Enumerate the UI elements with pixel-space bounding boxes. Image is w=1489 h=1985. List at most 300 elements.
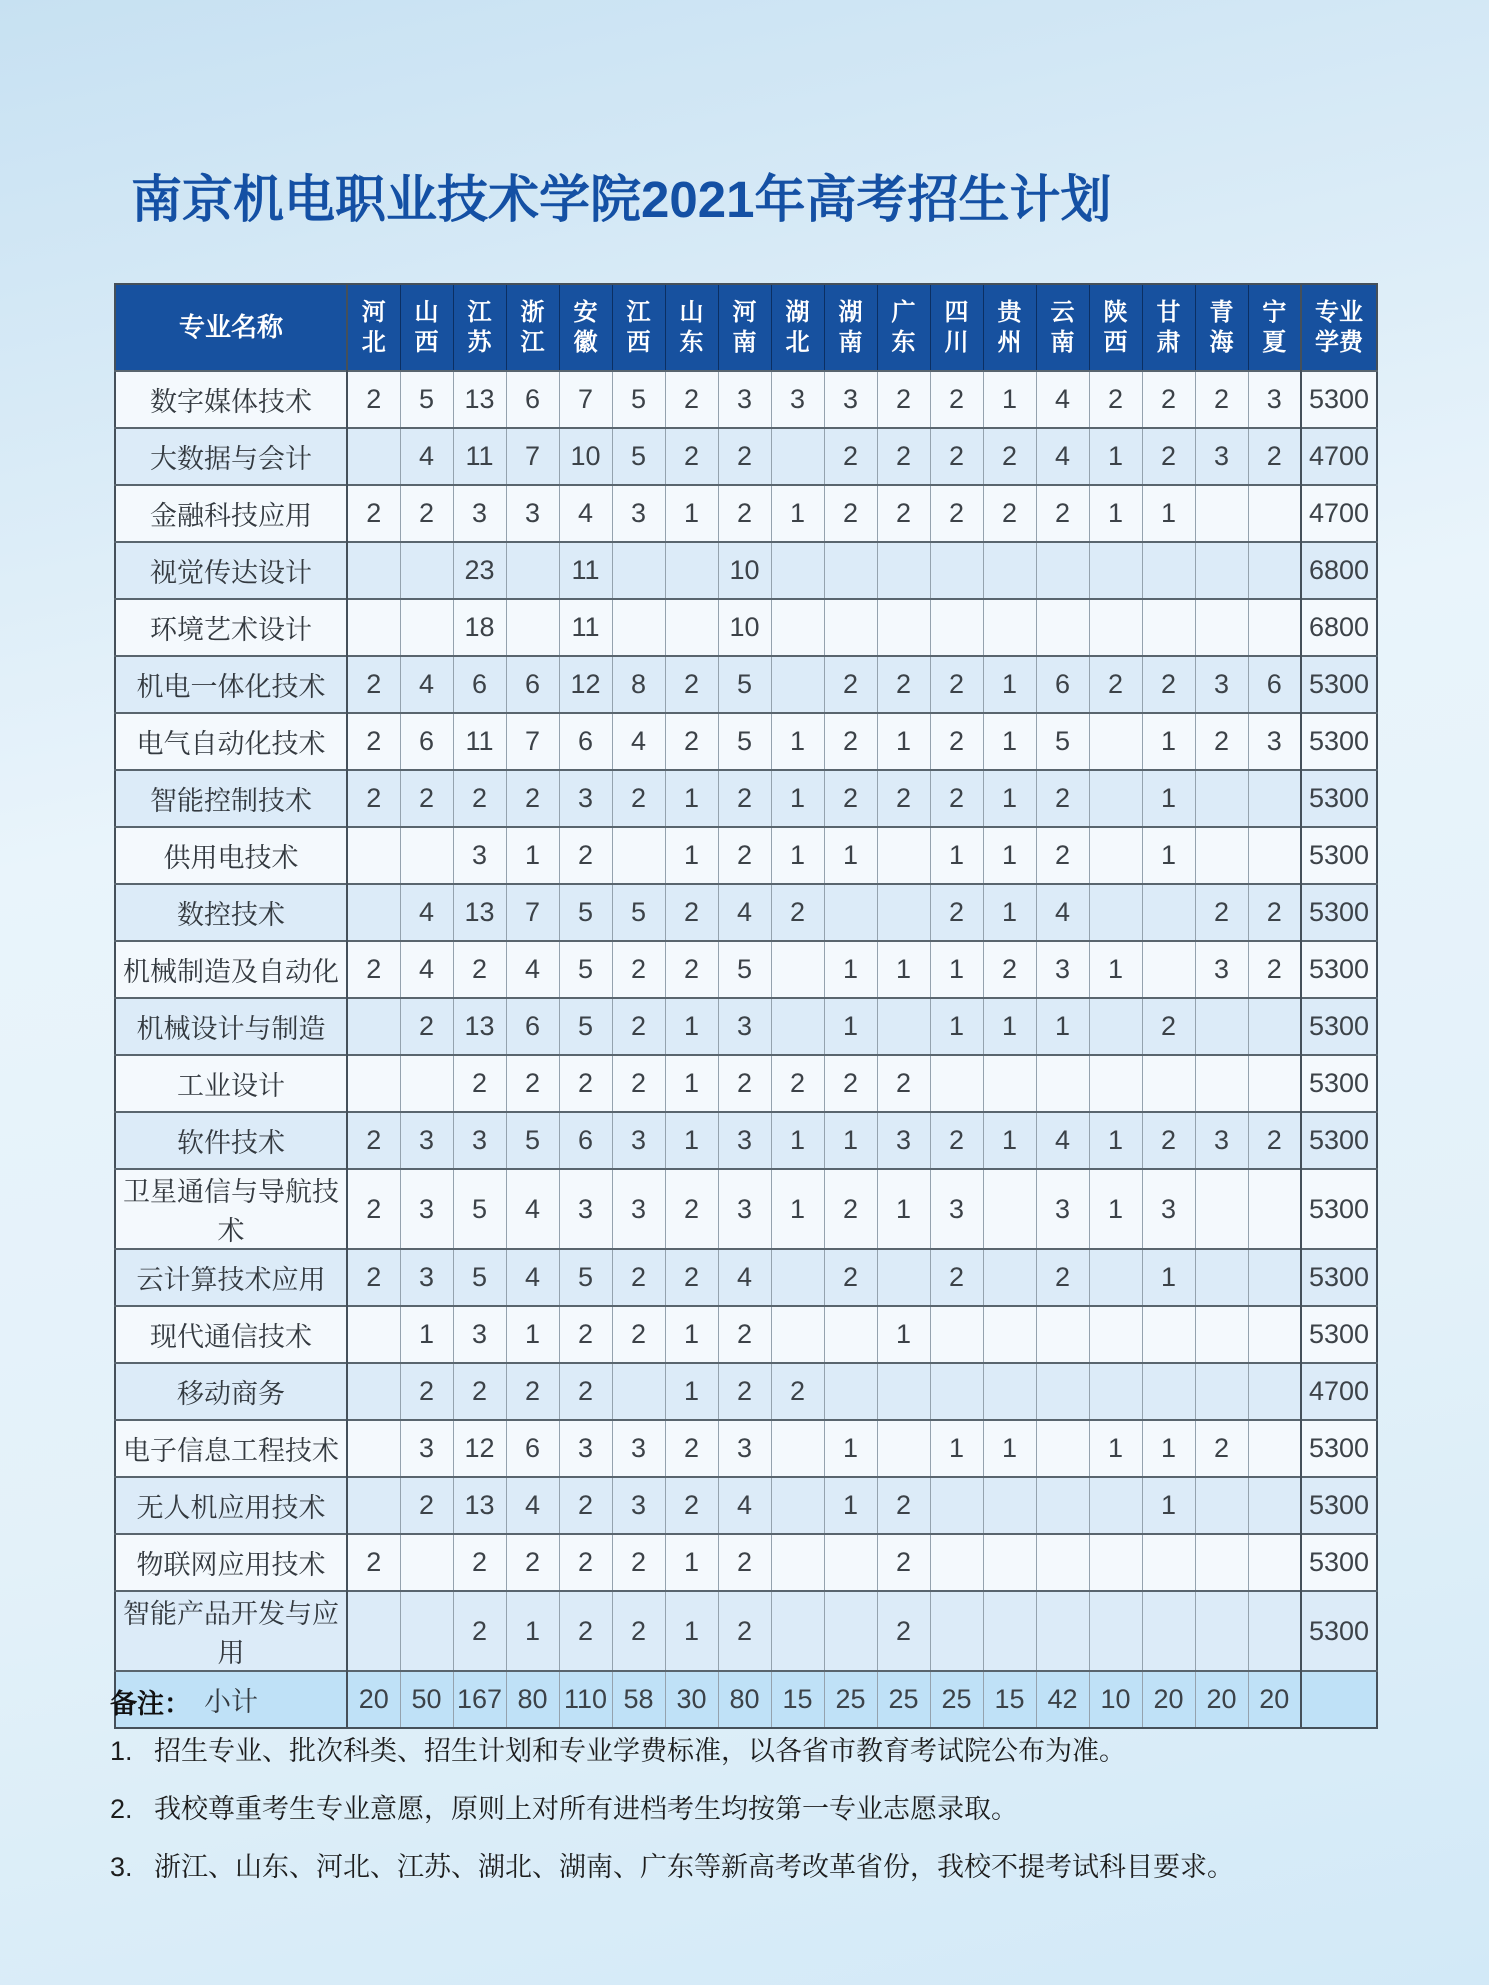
plan-count-cell: 5 bbox=[506, 1112, 559, 1169]
plan-count-cell: 4 bbox=[506, 941, 559, 998]
plan-count-cell: 13 bbox=[453, 998, 506, 1055]
plan-count-cell bbox=[1089, 542, 1142, 599]
plan-count-cell: 2 bbox=[665, 1420, 718, 1477]
subtotal-count-cell: 167 bbox=[453, 1671, 506, 1728]
plan-count-cell: 5 bbox=[400, 371, 453, 428]
plan-count-cell bbox=[1036, 1420, 1089, 1477]
plan-count-cell bbox=[1248, 1534, 1301, 1591]
plan-count-cell: 2 bbox=[612, 1534, 665, 1591]
plan-count-cell: 1 bbox=[824, 1420, 877, 1477]
plan-count-cell bbox=[824, 1591, 877, 1671]
plan-count-cell: 7 bbox=[559, 371, 612, 428]
plan-count-cell: 13 bbox=[453, 371, 506, 428]
subtotal-count-cell: 30 bbox=[665, 1671, 718, 1728]
plan-count-cell bbox=[877, 599, 930, 656]
major-cell: 数控技术 bbox=[115, 884, 347, 941]
plan-count-cell: 2 bbox=[453, 770, 506, 827]
province-header-贵州: 贵 州 bbox=[983, 284, 1036, 371]
plan-count-cell: 1 bbox=[665, 1055, 718, 1112]
plan-count-cell bbox=[1036, 1306, 1089, 1363]
plan-count-cell bbox=[1089, 827, 1142, 884]
plan-count-cell bbox=[1248, 599, 1301, 656]
province-header-安徽: 安 徽 bbox=[559, 284, 612, 371]
plan-count-cell: 3 bbox=[718, 998, 771, 1055]
plan-count-cell: 1 bbox=[983, 1112, 1036, 1169]
plan-count-cell: 2 bbox=[400, 998, 453, 1055]
page-title: 南京机电职业技术学院2021年高考招生计划 bbox=[131, 171, 1112, 228]
plan-count-cell: 3 bbox=[400, 1420, 453, 1477]
plan-count-cell: 1 bbox=[824, 941, 877, 998]
note-text: 浙江、山东、河北、江苏、湖北、湖南、广东等新高考改革省份，我校不提考试科目要求。 bbox=[154, 1851, 1234, 1882]
plan-count-cell bbox=[771, 998, 824, 1055]
plan-count-cell: 2 bbox=[930, 1249, 983, 1306]
plan-count-cell: 7 bbox=[506, 884, 559, 941]
plan-count-cell: 3 bbox=[930, 1169, 983, 1249]
table-row bbox=[115, 770, 1377, 827]
plan-count-cell: 2 bbox=[347, 656, 400, 713]
plan-count-cell: 2 bbox=[824, 1169, 877, 1249]
plan-count-cell: 2 bbox=[665, 1249, 718, 1306]
province-header-江西: 江 西 bbox=[612, 284, 665, 371]
province-header-云南: 云 南 bbox=[1036, 284, 1089, 371]
plan-count-cell bbox=[824, 542, 877, 599]
plan-count-cell: 2 bbox=[1195, 713, 1248, 770]
plan-count-cell: 2 bbox=[665, 371, 718, 428]
plan-count-cell: 2 bbox=[612, 1591, 665, 1671]
plan-count-cell: 4 bbox=[718, 884, 771, 941]
plan-count-cell: 2 bbox=[930, 770, 983, 827]
plan-count-cell: 3 bbox=[877, 1112, 930, 1169]
province-header-甘肃: 甘 肃 bbox=[1142, 284, 1195, 371]
plan-count-cell: 1 bbox=[1089, 1112, 1142, 1169]
plan-count-cell: 2 bbox=[612, 998, 665, 1055]
plan-count-cell bbox=[877, 998, 930, 1055]
plan-count-cell bbox=[1089, 884, 1142, 941]
plan-count-cell: 2 bbox=[1036, 827, 1089, 884]
plan-count-cell bbox=[1195, 1363, 1248, 1420]
plan-count-cell: 1 bbox=[983, 770, 1036, 827]
table-header bbox=[115, 284, 1377, 371]
plan-count-cell bbox=[1248, 485, 1301, 542]
plan-count-cell: 2 bbox=[824, 713, 877, 770]
plan-count-cell: 2 bbox=[559, 1591, 612, 1671]
plan-count-cell: 2 bbox=[718, 1055, 771, 1112]
plan-count-cell: 6 bbox=[559, 1112, 612, 1169]
subtotal-count-cell: 80 bbox=[718, 1671, 771, 1728]
plan-count-cell: 2 bbox=[1036, 1249, 1089, 1306]
subtotal-label: 小计 bbox=[115, 1671, 347, 1728]
plan-count-cell: 4 bbox=[559, 485, 612, 542]
plan-count-cell bbox=[400, 1534, 453, 1591]
plan-count-cell: 1 bbox=[877, 941, 930, 998]
plan-count-cell: 1 bbox=[824, 827, 877, 884]
plan-count-cell: 4 bbox=[400, 656, 453, 713]
plan-count-cell bbox=[1195, 599, 1248, 656]
plan-count-cell: 3 bbox=[1195, 428, 1248, 485]
note-number: 2. bbox=[110, 1793, 133, 1824]
plan-count-cell bbox=[347, 1363, 400, 1420]
plan-count-cell bbox=[824, 599, 877, 656]
admission-plan-table bbox=[114, 283, 1378, 1729]
tuition-cell: 5300 bbox=[1301, 1420, 1377, 1477]
plan-count-cell: 3 bbox=[400, 1169, 453, 1249]
plan-count-cell bbox=[1142, 1534, 1195, 1591]
tuition-cell: 4700 bbox=[1301, 1363, 1377, 1420]
plan-count-cell: 2 bbox=[983, 428, 1036, 485]
table-row bbox=[115, 656, 1377, 713]
province-header-河南: 河 南 bbox=[718, 284, 771, 371]
plan-count-cell bbox=[1248, 1169, 1301, 1249]
plan-count-cell bbox=[1089, 599, 1142, 656]
plan-count-cell: 5 bbox=[718, 656, 771, 713]
plan-count-cell: 1 bbox=[877, 713, 930, 770]
plan-count-cell: 2 bbox=[930, 1112, 983, 1169]
plan-count-cell: 4 bbox=[1036, 371, 1089, 428]
plan-count-cell: 2 bbox=[718, 827, 771, 884]
plan-count-cell bbox=[1142, 1363, 1195, 1420]
plan-count-cell: 1 bbox=[1036, 998, 1089, 1055]
plan-count-cell bbox=[1195, 1306, 1248, 1363]
plan-count-cell: 3 bbox=[718, 1169, 771, 1249]
plan-count-cell bbox=[771, 1306, 824, 1363]
plan-count-cell: 2 bbox=[718, 1363, 771, 1420]
plan-count-cell: 2 bbox=[1036, 770, 1089, 827]
subtotal-count-cell: 10 bbox=[1089, 1671, 1142, 1728]
plan-count-cell: 1 bbox=[506, 827, 559, 884]
plan-count-cell bbox=[1248, 998, 1301, 1055]
plan-count-cell bbox=[983, 1363, 1036, 1420]
plan-count-cell bbox=[1248, 1306, 1301, 1363]
plan-count-cell bbox=[877, 1420, 930, 1477]
plan-count-cell: 2 bbox=[1195, 371, 1248, 428]
plan-count-cell: 5 bbox=[559, 884, 612, 941]
plan-count-cell: 12 bbox=[559, 656, 612, 713]
subtotal-count-cell: 25 bbox=[824, 1671, 877, 1728]
province-header-四川: 四 川 bbox=[930, 284, 983, 371]
plan-count-cell bbox=[612, 599, 665, 656]
plan-count-cell: 1 bbox=[824, 1477, 877, 1534]
plan-count-cell bbox=[877, 884, 930, 941]
tuition-cell: 6800 bbox=[1301, 542, 1377, 599]
plan-count-cell: 1 bbox=[771, 713, 824, 770]
plan-count-cell: 6 bbox=[453, 656, 506, 713]
plan-count-cell: 2 bbox=[453, 941, 506, 998]
tuition-cell: 5300 bbox=[1301, 713, 1377, 770]
province-header-山西: 山 西 bbox=[400, 284, 453, 371]
major-cell: 智能控制技术 bbox=[115, 770, 347, 827]
major-cell: 现代通信技术 bbox=[115, 1306, 347, 1363]
plan-count-cell bbox=[1248, 770, 1301, 827]
plan-count-cell: 2 bbox=[453, 1534, 506, 1591]
table-row bbox=[115, 713, 1377, 770]
plan-count-cell: 2 bbox=[559, 1534, 612, 1591]
plan-count-cell bbox=[1142, 1055, 1195, 1112]
plan-count-cell: 3 bbox=[612, 1477, 665, 1534]
province-header-河北: 河 北 bbox=[347, 284, 400, 371]
plan-count-cell bbox=[1089, 1477, 1142, 1534]
plan-count-cell: 1 bbox=[1089, 485, 1142, 542]
plan-count-cell bbox=[1248, 827, 1301, 884]
table-row bbox=[115, 1112, 1377, 1169]
plan-count-cell: 2 bbox=[718, 485, 771, 542]
plan-count-cell: 3 bbox=[718, 1112, 771, 1169]
plan-count-cell: 6 bbox=[506, 656, 559, 713]
plan-count-cell: 2 bbox=[771, 1055, 824, 1112]
plan-count-cell bbox=[824, 884, 877, 941]
major-cell: 供用电技术 bbox=[115, 827, 347, 884]
plan-count-cell: 10 bbox=[718, 542, 771, 599]
plan-count-cell: 2 bbox=[877, 1477, 930, 1534]
plan-count-cell: 3 bbox=[559, 1420, 612, 1477]
plan-count-cell: 2 bbox=[665, 713, 718, 770]
plan-count-cell: 4 bbox=[718, 1477, 771, 1534]
plan-count-cell: 1 bbox=[771, 1112, 824, 1169]
plan-count-cell: 6 bbox=[506, 371, 559, 428]
tuition-cell: 5300 bbox=[1301, 656, 1377, 713]
plan-count-cell: 2 bbox=[1142, 998, 1195, 1055]
plan-count-cell: 1 bbox=[1089, 1420, 1142, 1477]
province-header-江苏: 江 苏 bbox=[453, 284, 506, 371]
plan-count-cell: 1 bbox=[1089, 1169, 1142, 1249]
plan-count-cell: 2 bbox=[559, 827, 612, 884]
plan-count-cell bbox=[1036, 599, 1089, 656]
table-row bbox=[115, 1534, 1377, 1591]
plan-count-cell bbox=[877, 827, 930, 884]
notes-section bbox=[110, 1682, 1390, 1908]
table-row bbox=[115, 428, 1377, 485]
plan-count-cell: 2 bbox=[983, 485, 1036, 542]
plan-count-cell: 3 bbox=[612, 485, 665, 542]
plan-count-cell: 2 bbox=[1142, 428, 1195, 485]
plan-count-cell bbox=[930, 1363, 983, 1420]
plan-count-cell: 1 bbox=[1089, 428, 1142, 485]
plan-count-cell bbox=[506, 599, 559, 656]
plan-count-cell: 2 bbox=[718, 428, 771, 485]
note-number: 3. bbox=[110, 1851, 133, 1882]
major-cell: 无人机应用技术 bbox=[115, 1477, 347, 1534]
plan-count-cell bbox=[1248, 1591, 1301, 1671]
plan-count-cell bbox=[347, 428, 400, 485]
plan-count-cell: 2 bbox=[1142, 371, 1195, 428]
plan-count-cell: 1 bbox=[665, 770, 718, 827]
plan-count-cell: 1 bbox=[930, 827, 983, 884]
plan-count-cell bbox=[1036, 1363, 1089, 1420]
plan-count-cell: 1 bbox=[983, 884, 1036, 941]
plan-count-cell: 2 bbox=[665, 428, 718, 485]
plan-count-cell bbox=[771, 599, 824, 656]
plan-count-cell: 2 bbox=[559, 1306, 612, 1363]
note-text: 招生专业、批次科类、招生计划和专业学费标准，以各省市教育考试院公布为准。 bbox=[154, 1736, 1126, 1766]
plan-count-cell: 6 bbox=[1248, 656, 1301, 713]
plan-count-cell: 5 bbox=[559, 998, 612, 1055]
plan-count-cell: 1 bbox=[983, 371, 1036, 428]
plan-count-cell: 2 bbox=[665, 656, 718, 713]
plan-count-cell: 4 bbox=[400, 941, 453, 998]
plan-count-cell bbox=[1089, 770, 1142, 827]
plan-count-cell: 2 bbox=[771, 884, 824, 941]
plan-count-cell: 3 bbox=[453, 1306, 506, 1363]
plan-count-cell: 3 bbox=[400, 1112, 453, 1169]
major-cell: 移动商务 bbox=[115, 1363, 347, 1420]
plan-count-cell bbox=[771, 428, 824, 485]
major-cell: 卫星通信与导航技术 bbox=[115, 1169, 347, 1249]
table-row bbox=[115, 1477, 1377, 1534]
plan-count-cell: 5 bbox=[1036, 713, 1089, 770]
tuition-cell: 5300 bbox=[1301, 371, 1377, 428]
plan-count-cell: 3 bbox=[1195, 1112, 1248, 1169]
plan-count-cell: 3 bbox=[1036, 1169, 1089, 1249]
plan-count-cell: 10 bbox=[718, 599, 771, 656]
note-item bbox=[110, 1851, 1390, 1885]
tuition-header: 专业 学费 bbox=[1301, 284, 1377, 371]
plan-count-cell: 3 bbox=[506, 485, 559, 542]
plan-count-cell bbox=[771, 941, 824, 998]
plan-count-cell: 2 bbox=[347, 1534, 400, 1591]
note-item bbox=[110, 1793, 1390, 1827]
plan-count-cell bbox=[983, 1477, 1036, 1534]
table-row bbox=[115, 542, 1377, 599]
plan-count-cell: 5 bbox=[612, 884, 665, 941]
plan-count-cell: 2 bbox=[983, 941, 1036, 998]
tuition-cell: 4700 bbox=[1301, 428, 1377, 485]
plan-count-cell bbox=[930, 1591, 983, 1671]
major-cell: 视觉传达设计 bbox=[115, 542, 347, 599]
major-cell: 电气自动化技术 bbox=[115, 713, 347, 770]
plan-count-cell bbox=[930, 1306, 983, 1363]
plan-count-cell: 1 bbox=[824, 998, 877, 1055]
plan-count-cell: 2 bbox=[1142, 656, 1195, 713]
plan-count-cell: 2 bbox=[1089, 371, 1142, 428]
plan-count-cell bbox=[930, 1055, 983, 1112]
plan-count-cell: 3 bbox=[718, 371, 771, 428]
subtotal-count-cell: 50 bbox=[400, 1671, 453, 1728]
plan-count-cell: 4 bbox=[1036, 428, 1089, 485]
plan-count-cell bbox=[1195, 1534, 1248, 1591]
plan-count-cell bbox=[347, 1055, 400, 1112]
plan-count-cell: 2 bbox=[824, 485, 877, 542]
plan-count-cell bbox=[1195, 485, 1248, 542]
plan-count-cell: 2 bbox=[930, 485, 983, 542]
note-text: 我校尊重考生专业意愿，原则上对所有进档考生均按第一专业志愿录取。 bbox=[154, 1793, 1018, 1824]
plan-count-cell bbox=[1248, 1420, 1301, 1477]
tuition-cell: 5300 bbox=[1301, 1249, 1377, 1306]
province-header-青海: 青 海 bbox=[1195, 284, 1248, 371]
subtotal-count-cell: 20 bbox=[1195, 1671, 1248, 1728]
plan-count-cell bbox=[1142, 884, 1195, 941]
plan-count-cell bbox=[347, 1420, 400, 1477]
plan-count-cell bbox=[824, 1306, 877, 1363]
plan-count-cell: 2 bbox=[506, 1055, 559, 1112]
plan-count-cell bbox=[1195, 1169, 1248, 1249]
table-body bbox=[115, 371, 1377, 1728]
plan-count-cell: 12 bbox=[453, 1420, 506, 1477]
plan-count-cell bbox=[771, 1420, 824, 1477]
plan-count-cell: 2 bbox=[824, 1249, 877, 1306]
plan-count-cell bbox=[1142, 542, 1195, 599]
province-header-广东: 广 东 bbox=[877, 284, 930, 371]
plan-count-cell: 2 bbox=[877, 1534, 930, 1591]
plan-count-cell: 2 bbox=[877, 770, 930, 827]
tuition-cell: 5300 bbox=[1301, 1306, 1377, 1363]
plan-count-cell: 1 bbox=[1142, 1477, 1195, 1534]
plan-count-cell: 2 bbox=[824, 770, 877, 827]
notes-heading: 备注： bbox=[110, 1689, 191, 1719]
plan-count-cell bbox=[930, 1477, 983, 1534]
plan-count-cell: 2 bbox=[612, 1249, 665, 1306]
plan-count-cell: 4 bbox=[1036, 1112, 1089, 1169]
plan-count-cell: 2 bbox=[612, 1055, 665, 1112]
plan-count-cell: 5 bbox=[559, 1249, 612, 1306]
plan-count-cell: 2 bbox=[718, 1306, 771, 1363]
plan-count-cell bbox=[1195, 827, 1248, 884]
plan-count-cell: 4 bbox=[506, 1477, 559, 1534]
plan-count-cell bbox=[400, 599, 453, 656]
plan-count-cell: 3 bbox=[453, 1112, 506, 1169]
plan-count-cell: 1 bbox=[983, 998, 1036, 1055]
tuition-cell: 5300 bbox=[1301, 941, 1377, 998]
plan-count-cell: 6 bbox=[506, 1420, 559, 1477]
province-header-宁夏: 宁 夏 bbox=[1248, 284, 1301, 371]
subtotal-count-cell: 20 bbox=[1142, 1671, 1195, 1728]
major-cell: 环境艺术设计 bbox=[115, 599, 347, 656]
major-cell: 数字媒体技术 bbox=[115, 371, 347, 428]
tuition-cell: 5300 bbox=[1301, 827, 1377, 884]
plan-count-cell: 2 bbox=[559, 1477, 612, 1534]
plan-count-cell: 2 bbox=[930, 713, 983, 770]
plan-count-cell: 1 bbox=[1142, 770, 1195, 827]
plan-count-cell bbox=[400, 827, 453, 884]
major-cell: 金融科技应用 bbox=[115, 485, 347, 542]
subtotal-count-cell: 15 bbox=[771, 1671, 824, 1728]
plan-count-cell: 1 bbox=[506, 1306, 559, 1363]
table-row bbox=[115, 998, 1377, 1055]
plan-count-cell: 1 bbox=[665, 827, 718, 884]
table-row bbox=[115, 827, 1377, 884]
table-row bbox=[115, 1169, 1377, 1249]
plan-count-cell: 1 bbox=[1142, 713, 1195, 770]
plan-count-cell: 11 bbox=[453, 713, 506, 770]
plan-count-cell: 5 bbox=[718, 941, 771, 998]
plan-count-cell: 1 bbox=[983, 656, 1036, 713]
plan-count-cell bbox=[1248, 1249, 1301, 1306]
plan-count-cell: 2 bbox=[718, 1591, 771, 1671]
plan-count-cell: 3 bbox=[1248, 713, 1301, 770]
plan-count-cell bbox=[1195, 1055, 1248, 1112]
plan-count-cell bbox=[400, 1055, 453, 1112]
plan-count-cell bbox=[347, 1306, 400, 1363]
plan-count-cell: 1 bbox=[1142, 1420, 1195, 1477]
plan-count-cell bbox=[771, 1477, 824, 1534]
plan-count-cell: 2 bbox=[347, 485, 400, 542]
plan-count-cell bbox=[771, 1249, 824, 1306]
plan-count-cell bbox=[1089, 1534, 1142, 1591]
plan-count-cell bbox=[1089, 1363, 1142, 1420]
major-cell: 智能产品开发与应用 bbox=[115, 1591, 347, 1671]
plan-count-cell: 3 bbox=[718, 1420, 771, 1477]
plan-count-cell bbox=[1089, 998, 1142, 1055]
subtotal-count-cell: 15 bbox=[983, 1671, 1036, 1728]
plan-count-cell: 3 bbox=[612, 1112, 665, 1169]
major-cell: 云计算技术应用 bbox=[115, 1249, 347, 1306]
major-cell: 软件技术 bbox=[115, 1112, 347, 1169]
plan-count-cell: 2 bbox=[824, 656, 877, 713]
plan-count-cell bbox=[1142, 599, 1195, 656]
plan-count-cell bbox=[983, 599, 1036, 656]
plan-count-cell bbox=[877, 1249, 930, 1306]
plan-count-cell bbox=[824, 1363, 877, 1420]
table-row bbox=[115, 371, 1377, 428]
plan-count-cell: 2 bbox=[665, 941, 718, 998]
